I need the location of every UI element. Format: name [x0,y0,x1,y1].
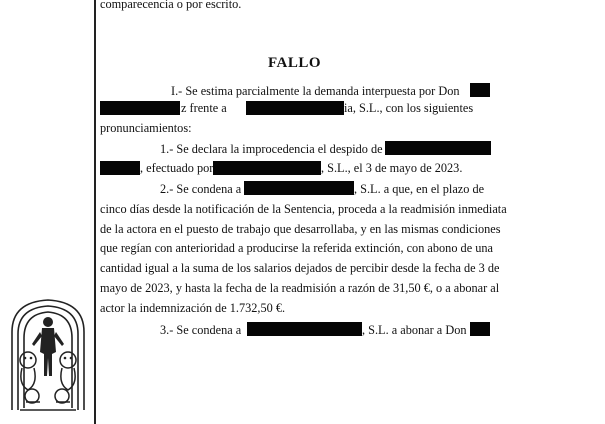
previous-paragraph-fragment: comparecencia o por escrito. [100,0,242,11]
ruling-item-1-text: z frente a [181,101,227,115]
ruling-item-2-line: actor la indemnización de 1.732,50 €. [100,301,286,315]
ruling-item-1-1-text: , efectuado por [140,161,214,175]
ruling-item-2-text: 2.- Se condena a [160,182,242,196]
redaction-block [100,161,140,175]
ruling-item-2-line: que regían con anterioridad a producirse la referida extinción, con abono de una [100,241,493,255]
redaction-block [100,101,180,115]
section-heading: FALLO [268,55,322,71]
ruling-item-3-text: , S.L. a abonar a Don [362,323,467,337]
ruling-item-2-line: cantidad igual a la suma de los salarios dejados de percibir desde la fecha de 3 de [100,261,500,275]
margin-line [94,0,96,424]
ruling-item-2-line: mayo de 2023, y hasta la fecha de la readmisión a razón de 31,50 €, o a abonar al [100,281,500,295]
redaction-block [213,161,321,175]
redaction-block [385,141,491,155]
redaction-block [244,181,354,195]
redaction-block [246,101,344,115]
ruling-item-1-text: I.- Se estima parcialmente la demanda interpuesta por Don [171,84,460,98]
ruling-item-1-text: ia, S.L., con los siguientes [344,101,474,115]
ruling-item-1-1-text: , S.L., el 3 de mayo de 2023. [321,161,463,175]
ruling-item-3-text: 3.- Se condena a [160,323,242,337]
ruling-item-1-text: pronunciamientos: [100,121,192,135]
ruling-item-2-line: cinco días desde la notificación de la Sentencia, proceda a la readmisión inmediata [100,202,507,216]
redaction-block [247,322,362,336]
court-seal-icon [6,292,90,412]
ruling-item-1-1-text: 1.- Se declara la improcedencia el despido de [160,142,383,156]
redaction-block [470,83,490,97]
ruling-item-2-text: , S.L. a que, en el plazo de [354,182,485,196]
redaction-block [470,322,490,336]
ruling-item-2-line: de la actora en el puesto de trabajo que desarrollaba, y en las mismas condiciones [100,222,501,236]
